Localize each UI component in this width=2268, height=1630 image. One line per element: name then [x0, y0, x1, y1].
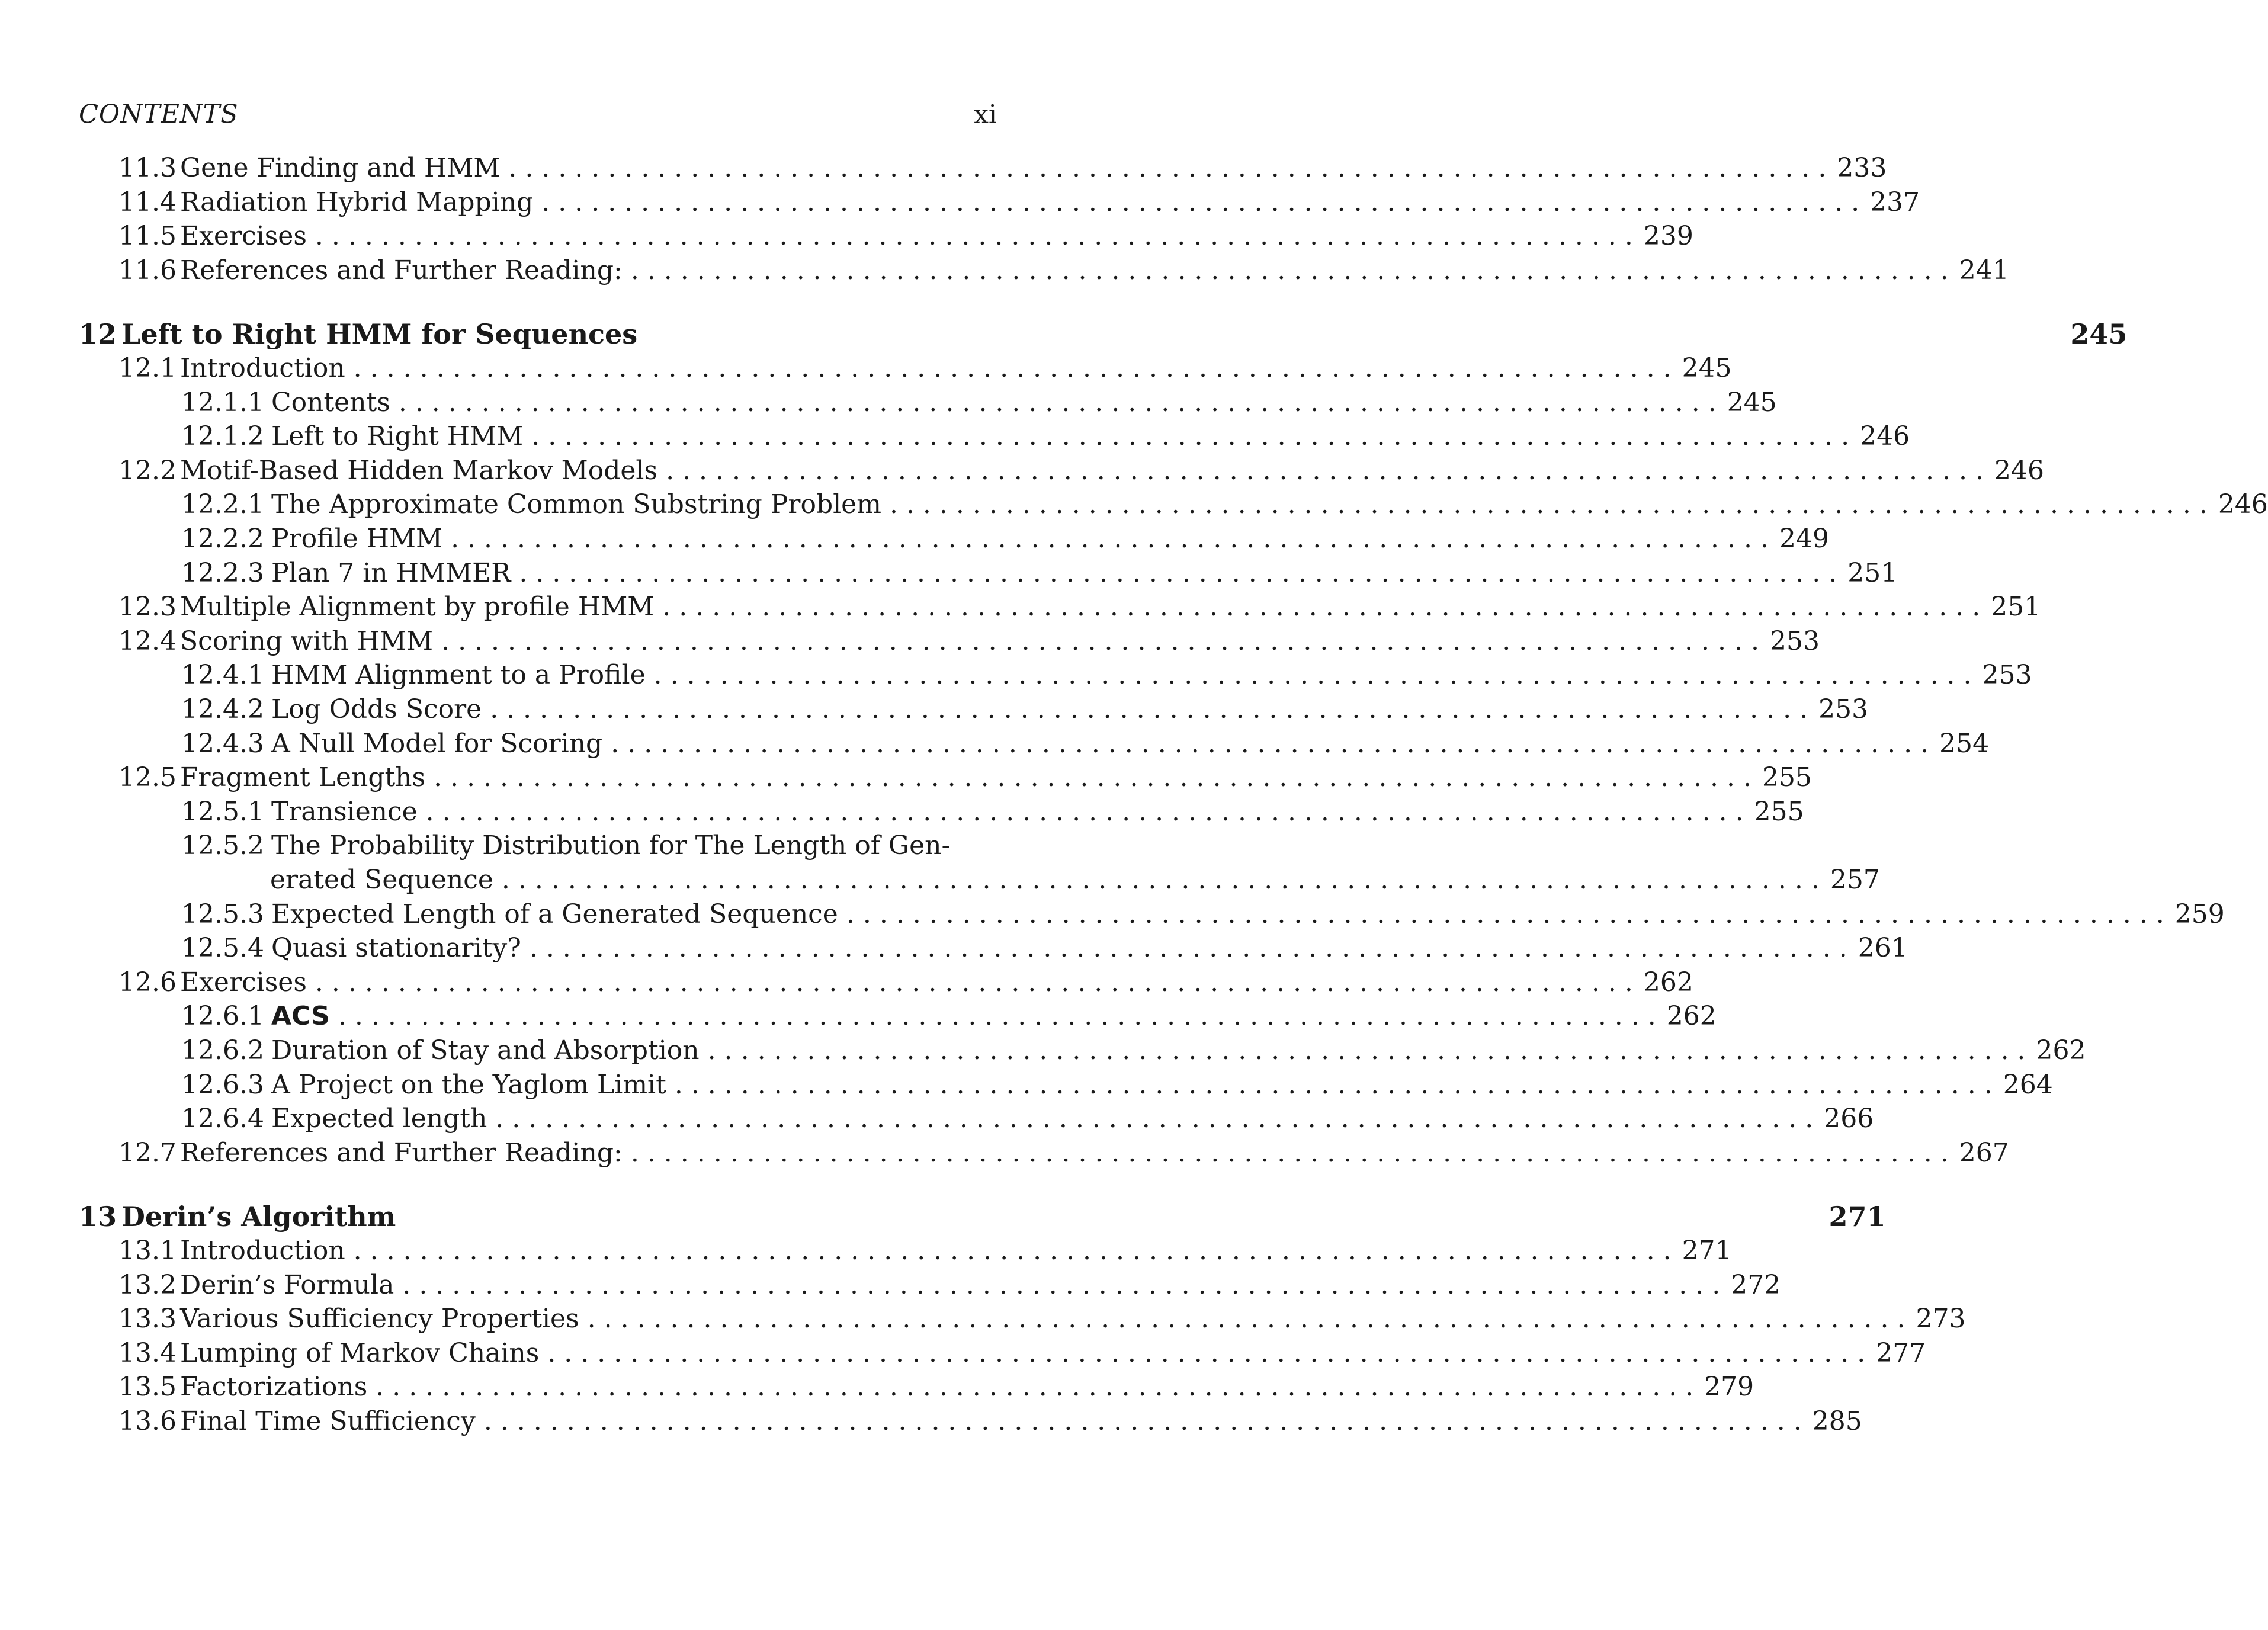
toc-entry-title: Various Sufficiency Properties [180, 1304, 579, 1334]
dot-leader: ................................................................................ [587, 1304, 1914, 1334]
toc-entry-number: 12.5.3 [181, 899, 264, 929]
toc-entry-page: 245 [2070, 318, 2128, 350]
toc-section-entry[interactable] [118, 254, 2009, 287]
dot-leader: ................................................................................ [666, 455, 1992, 486]
toc-section-entry[interactable] [118, 1234, 1732, 1268]
toc-entry-page: 246 [2218, 489, 2268, 519]
toc-entry-number: 12.1.1 [181, 387, 264, 418]
dot-leader: ................................................................................ [519, 558, 1846, 588]
toc-entry-page: 261 [1858, 933, 1908, 963]
toc-entry-title: Final Time Sufficiency [180, 1406, 476, 1436]
dot-leader: ................................................................................ [501, 865, 1828, 895]
toc-entry-title: Log Odds Score [271, 694, 482, 724]
toc-subsection-entry[interactable] [181, 488, 2268, 521]
dot-leader: ................................................................................ [353, 1236, 1680, 1266]
dot-leader: ................................................................................ [541, 187, 1868, 217]
dot-leader: ................................................................................ [630, 1138, 1957, 1168]
toc-entry-number: 12.3 [118, 592, 177, 622]
dot-leader: ................................................................................ [434, 762, 1760, 792]
dot-leader: ................................................................................ [338, 1001, 1664, 1031]
dot-leader: ................................................................................ [441, 626, 1767, 656]
dot-leader: ................................................................................ [425, 797, 1752, 827]
toc-section-entry[interactable] [118, 352, 1732, 385]
toc-subsection-entry[interactable] [181, 932, 1908, 965]
toc-entry-page: 254 [1939, 729, 1990, 759]
toc-section-entry[interactable] [118, 152, 1887, 185]
toc-entry-number: 13.6 [118, 1406, 177, 1436]
toc-entry-page: 266 [1824, 1103, 1874, 1134]
dot-leader: ................................................................................ [889, 489, 2216, 519]
toc-subsection-entry[interactable] [181, 557, 1898, 590]
toc-entry-title: HMM Alignment to a Profile [271, 660, 646, 690]
toc-section-entry[interactable] [118, 591, 2041, 624]
running-title: CONTENTS [79, 100, 239, 129]
dot-leader: ................................................................................ [707, 1035, 2034, 1066]
dot-leader: ................................................................................ [353, 353, 1680, 383]
toc-entry-number: 12.4.3 [181, 729, 264, 759]
dot-leader: ................................................................................ [611, 729, 1937, 759]
toc-subsection-entry[interactable] [181, 829, 997, 862]
toc-entry-number: 12.5.4 [181, 933, 264, 963]
toc-entry-number: 12.6.4 [181, 1103, 264, 1134]
toc-subsection-entry[interactable] [181, 727, 1990, 761]
toc-entry-number: 12.2.2 [181, 524, 264, 554]
toc-entry-number: 12.2.3 [181, 558, 264, 588]
toc-entry-page: 251 [1847, 558, 1898, 588]
toc-entry-number: 12.6.2 [181, 1035, 264, 1066]
toc-entry-title: The Approximate Common Substring Problem [271, 489, 881, 519]
toc-chapter-entry[interactable] [79, 317, 2128, 351]
dot-leader: ................................................................................ [653, 660, 1980, 690]
toc-entry-page: 262 [1643, 967, 1693, 997]
toc-entry-title: Motif-Based Hidden Markov Models [180, 455, 658, 486]
toc-section-entry[interactable] [118, 220, 1693, 253]
toc-entry-page: 264 [2003, 1070, 2053, 1100]
toc-entry-title: Expected length [271, 1103, 487, 1134]
toc-entry-page: 257 [1830, 865, 1880, 895]
toc-entry-title: erated Sequence [270, 865, 493, 895]
dot-leader: ................................................................................ [495, 1103, 1822, 1134]
toc-section-entry[interactable] [118, 454, 2044, 487]
toc-entry-number: 11.5 [118, 221, 177, 251]
toc-entry-page: 262 [1666, 1001, 1717, 1031]
toc-entry-title: Transience [271, 797, 418, 827]
toc-entry-number: 13.4 [118, 1338, 177, 1368]
toc-entry-page: 241 [1959, 255, 2009, 285]
toc-entry-number: 12.5 [118, 762, 177, 792]
toc-subsection-entry[interactable] [181, 522, 1829, 556]
dot-leader: ................................................................................ [674, 1070, 2001, 1100]
dot-leader: ................................................................................ [662, 592, 1989, 622]
dot-leader: ................................................................................ [630, 255, 1957, 285]
toc-entry-number: 12.6.1 [181, 1001, 264, 1031]
toc-entry-page: 246 [1860, 421, 1910, 451]
toc-subsection-entry[interactable] [181, 420, 1910, 453]
toc-entry-title: Expected Length of a Generated Sequence [271, 899, 838, 929]
toc-section-entry[interactable] [118, 1137, 2009, 1170]
toc-entry-number: 12.1.2 [181, 421, 264, 451]
toc-entry-title: A Project on the Yaglom Limit [271, 1070, 666, 1100]
toc-entry-title: Plan 7 in HMMER [271, 558, 511, 588]
toc-section-entry[interactable] [118, 1337, 1926, 1370]
dot-leader: ................................................................................ [531, 421, 1858, 451]
toc-section-entry[interactable] [118, 186, 1920, 219]
toc-entry-page: 253 [1770, 626, 1820, 656]
toc-entry-title: Derin’s Formula [180, 1270, 394, 1300]
toc-entry-number: 13.5 [118, 1372, 177, 1402]
toc-entry-number: 11.6 [118, 255, 177, 285]
toc-entry-page: 285 [1812, 1406, 1862, 1436]
dot-leader: ................................................................................ [508, 153, 1835, 183]
dot-leader: ................................................................................ [547, 1338, 1874, 1368]
toc-entry-number: 12.4.2 [181, 694, 264, 724]
toc-entry-number: 11.4 [118, 187, 177, 217]
toc-subsection-entry[interactable] [181, 659, 2032, 692]
toc-entry-number: 12.2.1 [181, 489, 264, 519]
toc-entry-title: A Null Model for Scoring [271, 729, 603, 759]
toc-entry-title: Lumping of Markov Chains [180, 1338, 540, 1368]
toc-entry-page: 279 [1704, 1372, 1754, 1402]
toc-entry-title: Introduction [180, 353, 345, 383]
toc-entry-number: 12.5.2 [181, 830, 264, 861]
dot-leader: ................................................................................ [529, 933, 1856, 963]
toc-chapter-entry[interactable] [79, 1200, 1886, 1233]
toc-entry-number: 12.2 [118, 455, 177, 486]
toc-entry-page: 255 [1754, 797, 1804, 827]
toc-entry-title: Profile HMM [271, 524, 443, 554]
toc-entry-title: Duration of Stay and Absorption [271, 1035, 700, 1066]
toc-entry-number: 12.4.1 [181, 660, 264, 690]
toc-section-entry[interactable] [118, 625, 1820, 658]
dot-leader: ................................................................................ [490, 694, 1817, 724]
toc-subsection-entry[interactable] [181, 795, 1804, 829]
toc-section-entry[interactable] [118, 1405, 1862, 1438]
toc-entry-number: 13.3 [118, 1304, 177, 1334]
toc-entry-title: Exercises [180, 967, 307, 997]
toc-entry-title: References and Further Reading: [180, 1138, 623, 1168]
dot-leader: ................................................................................ [398, 387, 1725, 418]
toc-entry-number: 12.5.1 [181, 797, 264, 827]
toc-subsection-entry[interactable] [181, 898, 2225, 931]
toc-entry-page: 271 [1682, 1236, 1732, 1266]
dot-leader: ................................................................................ [315, 967, 1641, 997]
toc-entry-page: 271 [1828, 1201, 1886, 1233]
toc-entry-page: 253 [1818, 694, 1869, 724]
toc-entry-number: 12.7 [118, 1138, 177, 1168]
toc-section-entry[interactable] [118, 761, 1812, 794]
toc-section-entry[interactable] [118, 1302, 1966, 1336]
toc-section-entry[interactable] [118, 966, 1693, 999]
toc-entry-page: 255 [1762, 762, 1812, 792]
toc-entry-title: Derin’s Algorithm [121, 1201, 396, 1233]
toc-entry-number: 13 [79, 1201, 117, 1233]
toc-entry-title: Contents [271, 387, 390, 418]
toc-entry-title: Fragment Lengths [180, 762, 426, 792]
toc-entry-number: 13.2 [118, 1270, 177, 1300]
toc-entry-number: 12.4 [118, 626, 177, 656]
toc-entry-title: Radiation Hybrid Mapping [180, 187, 534, 217]
toc-entry-number: 12 [79, 318, 117, 350]
toc-section-entry[interactable] [118, 1371, 1754, 1404]
toc-entry-title: Left to Right HMM for Sequences [121, 318, 638, 350]
toc-entry-number: 12.6.3 [181, 1070, 264, 1100]
toc-entry-title: Factorizations [180, 1372, 368, 1402]
toc-entry-page: 233 [1837, 153, 1887, 183]
dot-leader: ................................................................................ [315, 221, 1641, 251]
toc-entry-page: 273 [1916, 1304, 1966, 1334]
toc-entry-title: References and Further Reading: [180, 255, 623, 285]
toc-subsection-entry[interactable] [181, 1000, 1717, 1033]
toc-entry-number: 11.3 [118, 153, 177, 183]
toc-entry-number: 13.1 [118, 1236, 177, 1266]
dot-leader: ................................................................................ [483, 1406, 1810, 1436]
toc-entry-page: 239 [1643, 221, 1693, 251]
toc-section-entry[interactable] [118, 1269, 1781, 1302]
toc-entry-number: 12.1 [118, 353, 177, 383]
dot-leader: ................................................................................ [451, 524, 1777, 554]
toc-entry-number: 12.6 [118, 967, 177, 997]
toc-entry-title: Scoring with HMM [180, 626, 434, 656]
toc-entry-title: Multiple Alignment by profile HMM [180, 592, 655, 622]
toc-entry-title: ACS [271, 1001, 330, 1031]
dot-leader: ................................................................................ [846, 899, 2173, 929]
toc-entry-title: Left to Right HMM [271, 421, 524, 451]
page-number: xi [974, 100, 997, 130]
toc-entry-page: 237 [1870, 187, 1920, 217]
toc-subsection-entry[interactable] [181, 386, 1777, 419]
toc-entry-title: Quasi stationarity? [271, 933, 521, 963]
toc-subsection-entry[interactable] [181, 1034, 2086, 1067]
toc-entry-page: 245 [1727, 387, 1777, 418]
toc-entry-title: The Probability Distribution for The Length of Gen- [271, 830, 951, 861]
toc-entry-title: Introduction [180, 1236, 345, 1266]
toc-entry-page: 249 [1779, 524, 1829, 554]
toc-entry-page: 245 [1682, 353, 1732, 383]
toc-entry-page: 262 [2036, 1035, 2086, 1066]
toc-entry-page: 251 [1991, 592, 2041, 622]
toc-subsection-entry[interactable] [181, 1102, 1874, 1135]
toc-entry-page: 246 [1994, 455, 2044, 486]
toc-entry-title: Exercises [180, 221, 307, 251]
toc-subsection-entry[interactable] [270, 864, 1880, 897]
toc-entry-page: 259 [2174, 899, 2225, 929]
toc-entry-page: 267 [1959, 1138, 2009, 1168]
toc-entry-title: Gene Finding and HMM [180, 153, 501, 183]
toc-subsection-entry[interactable] [181, 1069, 2053, 1102]
toc-entry-page: 253 [1982, 660, 2032, 690]
toc-entry-page: 272 [1731, 1270, 1781, 1300]
toc-entry-page: 277 [1876, 1338, 1926, 1368]
dot-leader: ................................................................................ [402, 1270, 1729, 1300]
toc-subsection-entry[interactable] [181, 693, 1869, 726]
dot-leader: ................................................................................ [376, 1372, 1702, 1402]
